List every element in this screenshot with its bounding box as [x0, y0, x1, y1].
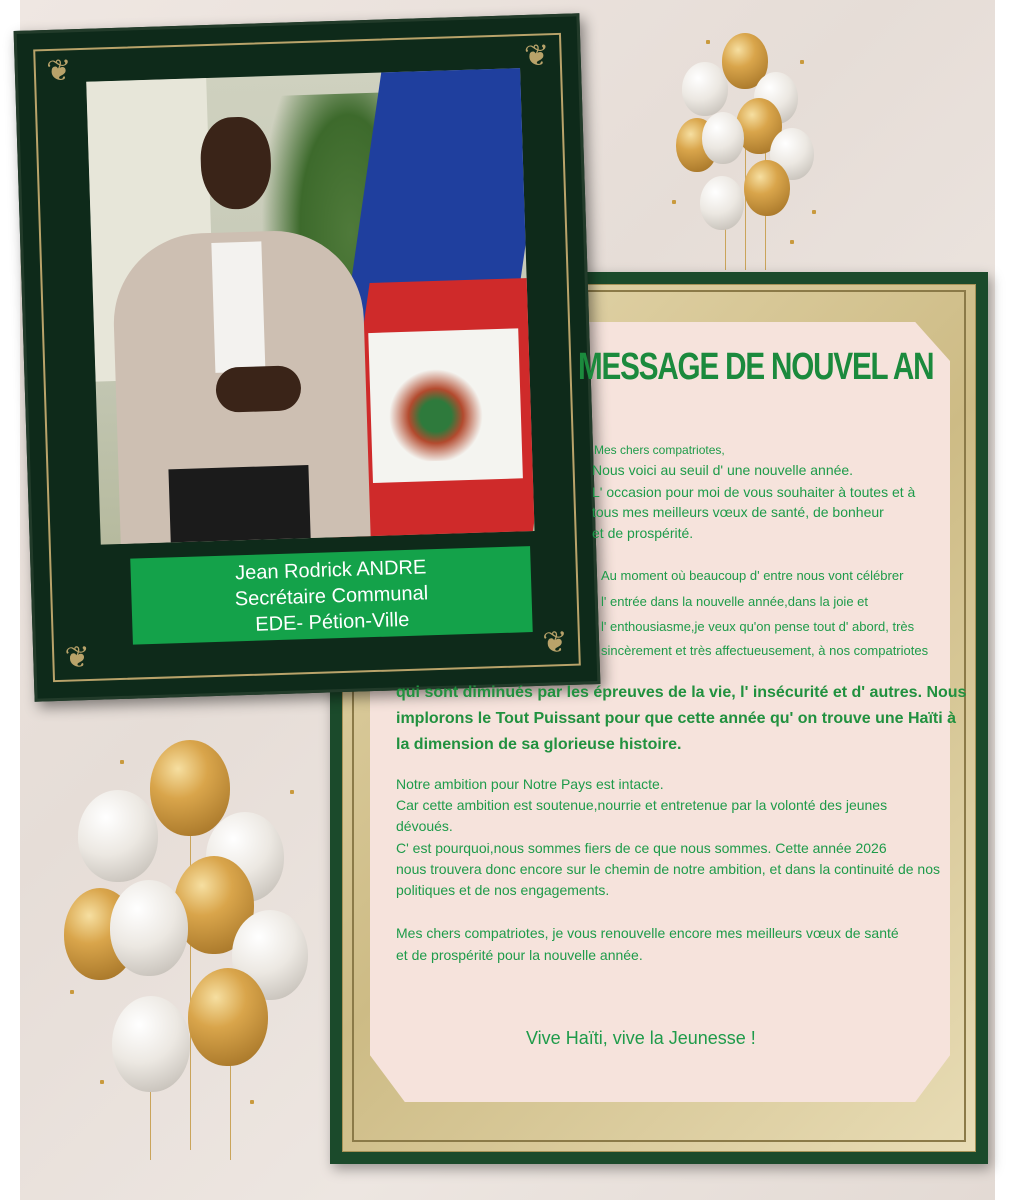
message-line: nous trouvera donc encore sur le chemin de notre ambition, et dans la continuité de nos [396, 861, 940, 877]
confetti [250, 1100, 254, 1104]
portrait-photo [86, 68, 534, 544]
confetti [790, 240, 794, 244]
message-headline: MESSAGE DE NOUVEL AN [578, 346, 934, 388]
message-line: Notre ambition pour Notre Pays est intacte. [396, 776, 664, 792]
balloon-string [150, 1080, 151, 1160]
person-hands [215, 365, 301, 413]
ornament-icon: ❦ [45, 53, 72, 90]
message-line: Au moment où beaucoup d' entre nous vont célébrer [601, 568, 904, 583]
message-line: Mes chers compatriotes, [594, 443, 725, 457]
message-closing: Vive Haïti, vive la Jeunesse ! [526, 1028, 756, 1048]
message-line: qui sont diminués par les épreuves de la vie, l' insécurité et d' autres. Nous [396, 684, 967, 701]
confetti [800, 60, 804, 64]
balloon-white [682, 62, 728, 116]
balloon-white [702, 112, 744, 164]
message-line: C' est pourquoi,nous sommes fiers de ce que nous sommes. Cette année 2026 [396, 840, 887, 856]
person-office: EDE- Pétion-Ville [254, 608, 410, 636]
person-title: Secrétaire Communal [234, 582, 429, 611]
message-line: et de prospérité pour la nouvelle année. [396, 947, 643, 963]
confetti [100, 1080, 104, 1084]
balloon-white [78, 790, 158, 882]
person-name: Jean Rodrick ANDRE [234, 556, 427, 585]
photo-frame [14, 13, 601, 701]
confetti [290, 790, 294, 794]
ornament-icon: ❦ [64, 639, 91, 676]
message-line: l' enthousiasme,je veux qu'on pense tout d' abord, très [601, 619, 915, 634]
name-plate [130, 546, 533, 645]
confetti [706, 40, 710, 44]
ornament-icon: ❦ [523, 38, 550, 75]
balloon-white [700, 176, 744, 230]
balloon-white [110, 880, 188, 976]
message-line: implorons le Tout Puissant pour que cette année qu' on trouve une Haïti à [396, 710, 957, 727]
confetti [672, 200, 676, 204]
balloon-gold [744, 160, 790, 216]
balloon-string [230, 1050, 231, 1160]
balloon-white [112, 996, 190, 1092]
confetti [70, 990, 74, 994]
ornament-icon: ❦ [541, 624, 569, 661]
balloon-gold [188, 968, 268, 1066]
message-line: et de prospérité. [592, 525, 694, 541]
flag-coat-of-arms [379, 359, 492, 462]
message-line: dévoués. [396, 818, 453, 834]
message-line: Car cette ambition est soutenue,nourrie et entretenue par la volonté des jeunes [396, 797, 888, 813]
message-line: L' occasion pour moi de vous souhaiter à toutes et à [592, 484, 916, 500]
message-line: Mes chers compatriotes, je vous renouvelle encore mes meilleurs vœux de santé [396, 925, 899, 941]
message-line: l' entrée dans la nouvelle année,dans la joie et [601, 594, 869, 609]
message-line: tous mes meilleurs vœux de santé, de bonheur [592, 504, 884, 520]
person-head [199, 116, 272, 210]
message-line: Nous voici au seuil d' une nouvelle année. [592, 462, 854, 478]
message-line: sincèrement et très affectueusement, à nos compatriotes [601, 643, 929, 658]
message-line: politiques et de nos engagements. [396, 882, 610, 898]
person-shirt [211, 241, 265, 373]
person-pants [168, 465, 310, 545]
confetti [812, 210, 816, 214]
confetti [120, 760, 124, 764]
balloon-gold [150, 740, 230, 836]
message-line: la dimension de sa glorieuse histoire. [396, 736, 682, 753]
